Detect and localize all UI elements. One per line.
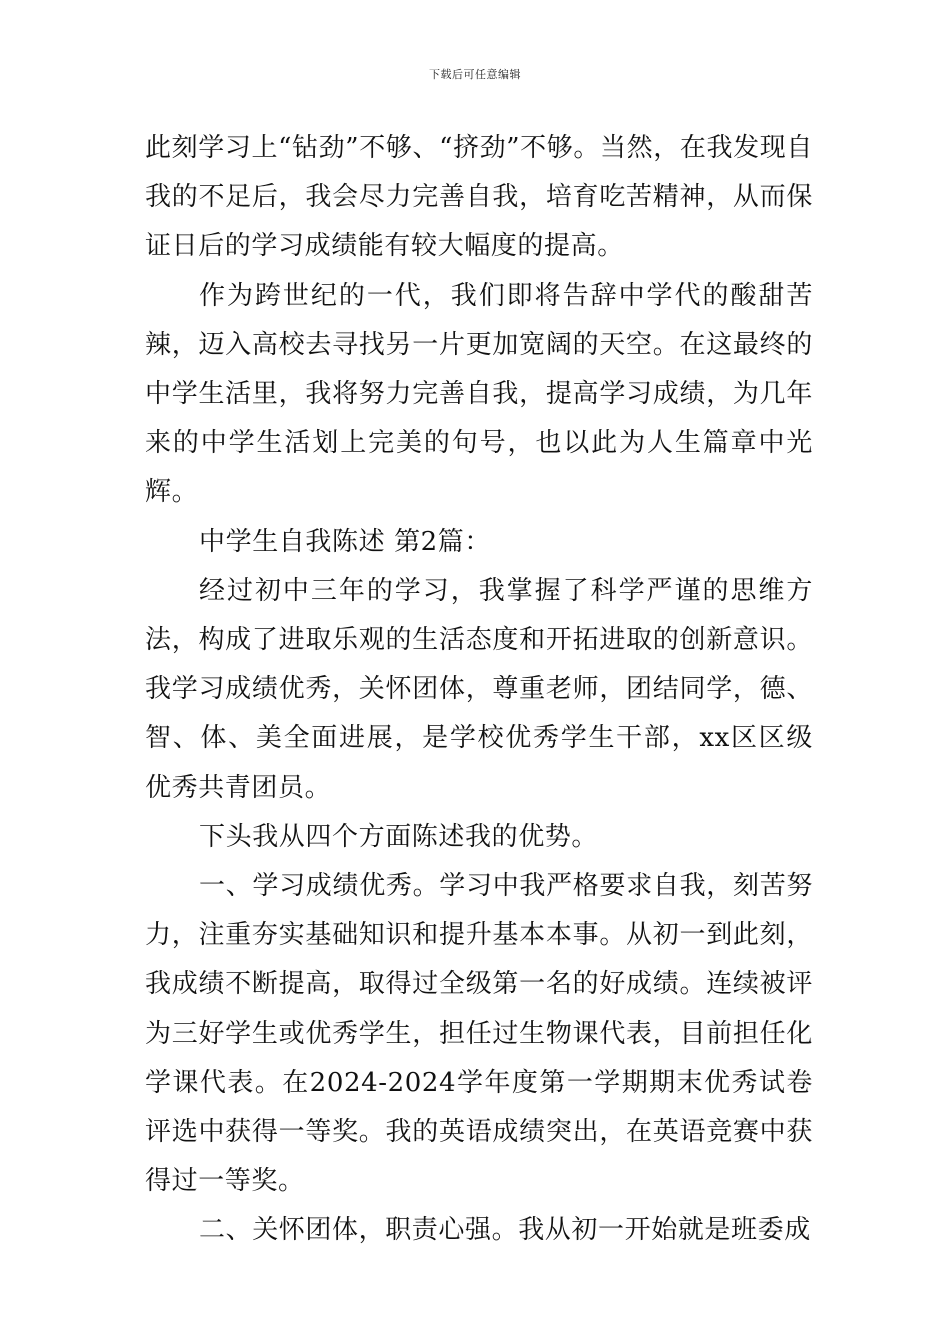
paragraph-point-two: 二、关怀团体，职责心强。我从初一开始就是班委成 bbox=[199, 1215, 811, 1246]
document-body bbox=[145, 124, 813, 1256]
section-title: 中学生自我陈述 第2篇： bbox=[199, 526, 492, 557]
paragraph-continuation: 此刻学习上“钻劲”不够、“挤劲”不够。当然，在我发现自我的不足后，我会尽力完善自我，培育吃苦精神，从而保证日后的学习成绩能有较大幅度的提高。 bbox=[145, 133, 813, 262]
paragraph-point-one: 一、学习成绩优秀。学习中我严格要求自我，刻苦努力，注重夯实基础知识和提升基本本事。从初一到此刻，我成绩不断提高，取得过全级第一名的好成绩。连续被评为三好学生或优秀学生，担任过生物课代表，目前担任化学课代表。在2024-2024学年度第一学期期末优秀试卷评选中获得一等奖。我的英语成绩突出，在英语竞赛中获得过一等奖。 bbox=[145, 871, 813, 1197]
paragraph-intro: 经过初中三年的学习，我掌握了科学严谨的思维方法，构成了进取乐观的生活态度和开拓进取的创新意识。我学习成绩优秀，关怀团体，尊重老师，团结同学，德、智、体、美全面进展，是学校优秀学生干部，xx区区级优秀共青团员。 bbox=[145, 575, 813, 803]
paragraph-generation: 作为跨世纪的一代，我们即将告辞中学代的酸甜苦辣，迈入高校去寻找另一片更加宽阔的天空。在这最终的中学生活里，我将努力完善自我，提高学习成绩，为几年来的中学生活划上完美的句号，也以此为人生篇章中光辉。 bbox=[145, 280, 813, 508]
paragraph-overview: 下头我从四个方面陈述我的优势。 bbox=[199, 821, 599, 852]
page-header: 下载后可任意编辑 bbox=[429, 68, 521, 81]
